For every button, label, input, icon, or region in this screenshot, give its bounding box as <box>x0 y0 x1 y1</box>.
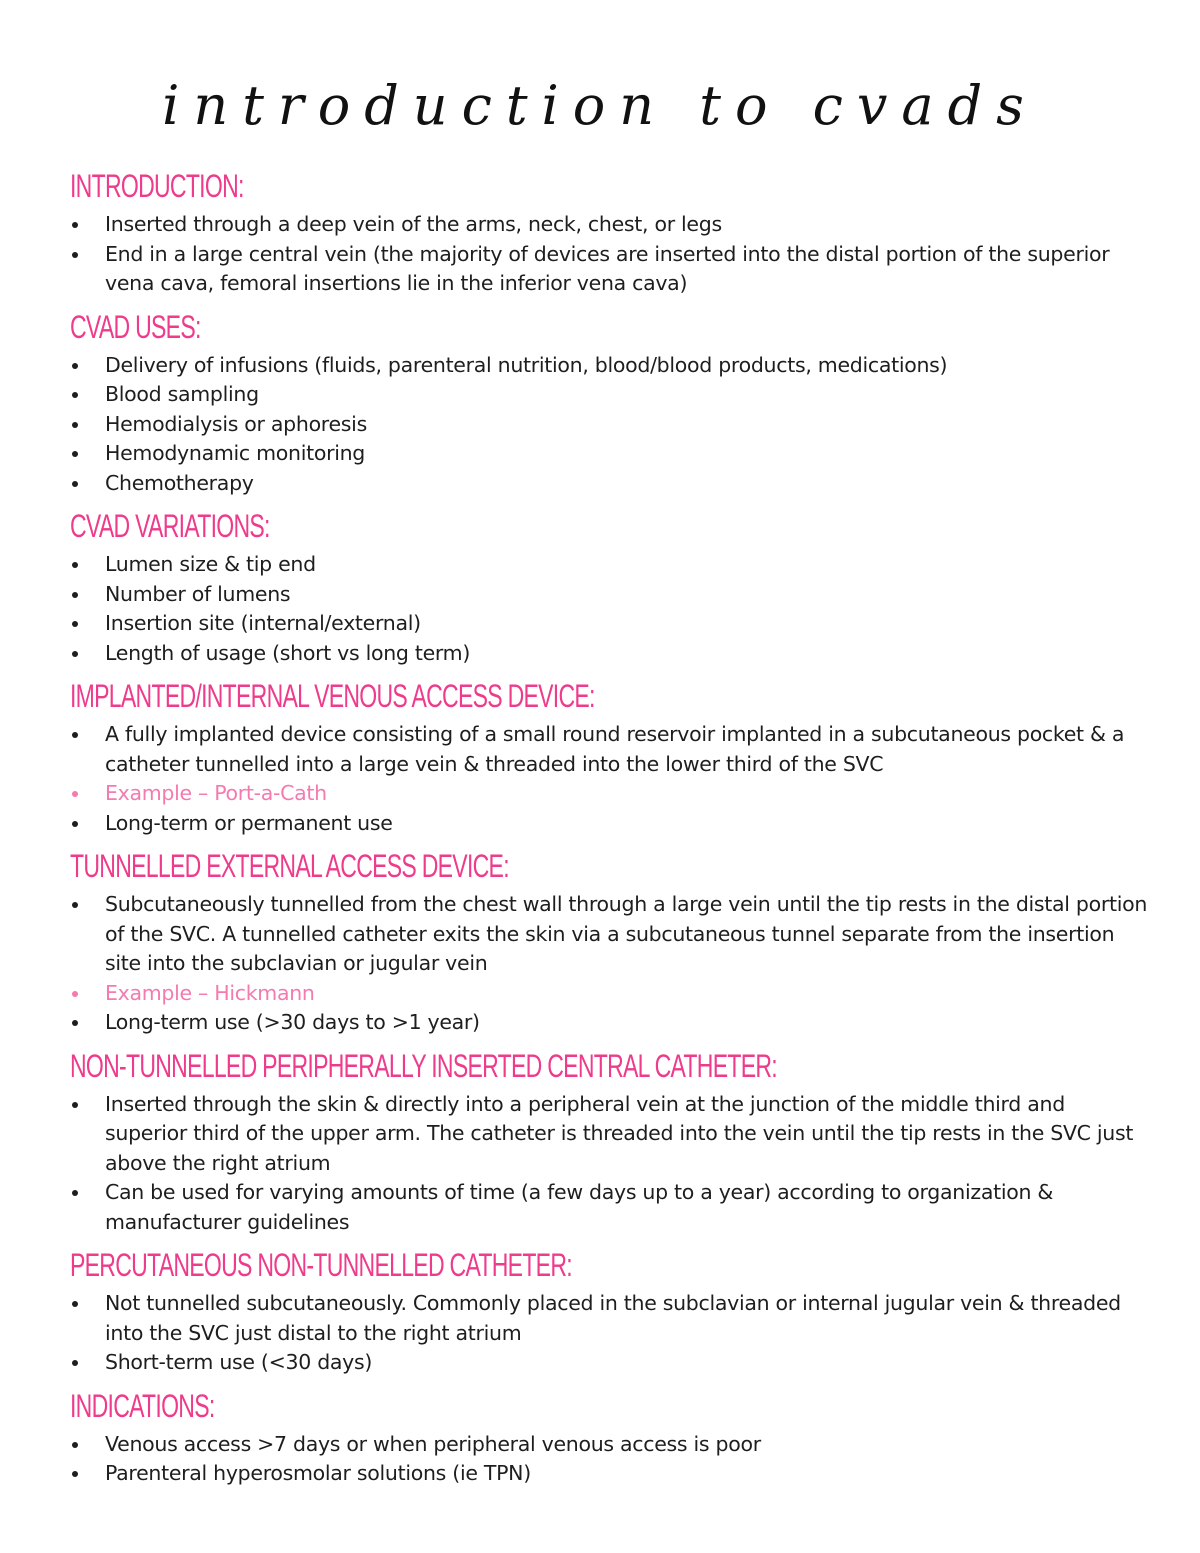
list-item <box>70 720 1150 779</box>
list-item <box>70 380 1150 410</box>
list-item-text: Can be used for varying amounts of time (a few days up to a year) according to organization & manufacturer guidelines <box>105 1180 1054 1234</box>
list-item <box>70 639 1150 669</box>
list-item-text: Inserted through a deep vein of the arms, neck, chest, or legs <box>105 212 722 236</box>
bullet-list-cvad-variations <box>70 550 1150 668</box>
list-item-text: Short-term use (<30 days) <box>105 1350 373 1374</box>
bullet-icon <box>72 1020 78 1026</box>
list-item <box>70 890 1150 979</box>
bullet-icon <box>72 1301 78 1307</box>
list-item <box>70 1178 1150 1237</box>
section-heading-non-tunnelled-peripherally-inserted-central-catheter: NON-TUNNELLED PERIPHERALLY INSERTED CENTRAL CATHETER: <box>70 1047 777 1084</box>
list-item <box>70 1008 1150 1038</box>
bullet-list-tunnelled-external-access-device <box>70 890 1150 1038</box>
document-content <box>70 162 1150 1493</box>
list-item <box>70 580 1150 610</box>
list-item-text: Subcutaneously tunnelled from the chest wall through a large vein until the tip rests in the distal portion of the SVC. A tunnelled catheter exits the skin via a subcutaneous tunnel separate from the insertion site into the subclavian or jugular vein <box>105 892 1148 975</box>
list-item <box>70 469 1150 499</box>
bullet-icon <box>72 991 78 997</box>
bullet-icon <box>72 1190 78 1196</box>
bullet-list-non-tunnelled-peripherally-inserted-central-catheter <box>70 1090 1150 1238</box>
list-item <box>70 550 1150 580</box>
bullet-icon <box>72 562 78 568</box>
list-item-text: Hemodialysis or aphoresis <box>105 411 367 436</box>
list-item-text: Number of lumens <box>105 581 291 606</box>
bullet-icon <box>72 592 78 598</box>
list-item <box>70 210 1150 240</box>
list-item <box>70 1430 1150 1460</box>
bullet-icon <box>72 902 78 908</box>
list-item <box>70 609 1150 639</box>
list-item-text: A fully implanted device consisting of a small round reservoir implanted in a subcutaneous pocket & a catheter tunnelled into a large vein & threaded into the lower third of the SVC <box>105 722 1125 776</box>
bullet-icon <box>72 222 78 228</box>
list-item-text: Chemotherapy <box>105 470 254 495</box>
list-item-text: End in a large central vein (the majority of devices are inserted into the distal portion of the superior vena cava, femoral insertions lie in the inferior vena cava) <box>105 241 1110 295</box>
bullet-icon <box>72 1442 78 1448</box>
bullet-icon <box>72 732 78 738</box>
document-title: introduction to cvads <box>162 74 1038 137</box>
list-item-text: Delivery of infusions (fluids, parenteral nutrition, blood/blood products, medications) <box>105 352 948 377</box>
list-item-text: Inserted through the skin & directly into a peripheral vein at the junction of the middle third and superior third of the upper arm. The catheter is threaded into the vein until the tip rests in the SVC just above the right atrium <box>105 1091 1134 1175</box>
bullet-icon <box>72 1471 78 1477</box>
bullet-list-introduction <box>70 210 1150 299</box>
section-heading-tunnelled-external-access-device: TUNNELLED EXTERNAL ACCESS DEVICE: <box>70 848 509 884</box>
list-item-text: Hemodynamic monitoring <box>105 441 366 465</box>
list-item <box>70 410 1150 440</box>
bullet-icon <box>72 1102 78 1108</box>
list-item-text: Blood sampling <box>105 382 259 406</box>
bullet-icon <box>72 651 78 657</box>
list-item-text: Venous access >7 days or when peripheral venous access is poor <box>105 1431 761 1456</box>
bullet-icon <box>72 821 78 827</box>
list-item-text: Example – Port-a-Cath <box>105 781 327 805</box>
example-item <box>70 979 1150 1009</box>
bullet-icon <box>72 791 78 797</box>
list-item-text: Lumen size & tip end <box>105 552 316 576</box>
bullet-icon <box>72 451 78 457</box>
list-item <box>70 1348 1150 1378</box>
list-item <box>70 809 1150 839</box>
bullet-list-cvad-uses <box>70 351 1150 499</box>
section-heading-cvad-uses: CVAD USES: <box>70 308 201 345</box>
section-heading-introduction: INTRODUCTION: <box>70 168 244 204</box>
example-item <box>70 779 1150 809</box>
list-item-text: Length of usage (short vs long term) <box>105 640 471 665</box>
list-item-text: Example – Hickmann <box>105 980 315 1005</box>
bullet-icon <box>72 1360 78 1366</box>
list-item <box>70 1289 1150 1348</box>
section-heading-indications: INDICATIONS: <box>70 1387 215 1424</box>
bullet-icon <box>72 363 78 369</box>
bullet-icon <box>72 392 78 398</box>
list-item-text: Long-term or permanent use <box>105 810 393 835</box>
list-item <box>70 439 1150 469</box>
list-item-text: Long-term use (>30 days to >1 year) <box>105 1010 480 1034</box>
bullet-list-indications <box>70 1430 1150 1489</box>
section-heading-cvad-variations: CVAD VARIATIONS: <box>70 508 270 544</box>
section-heading-percutaneous-non-tunnelled-catheter: PERCUTANEOUS NON-TUNNELLED CATHETER: <box>70 1247 572 1283</box>
bullet-list-implanted-internal-venous-access-device <box>70 720 1150 838</box>
bullet-icon <box>72 252 78 258</box>
bullet-icon <box>72 621 78 627</box>
list-item <box>70 1459 1150 1489</box>
list-item <box>70 1090 1150 1179</box>
bullet-list-percutaneous-non-tunnelled-catheter <box>70 1289 1150 1378</box>
list-item-text: Parenteral hyperosmolar solutions (ie TPN) <box>105 1461 531 1485</box>
list-item-text: Insertion site (internal/external) <box>105 611 421 635</box>
list-item <box>70 351 1150 381</box>
list-item <box>70 240 1150 299</box>
bullet-icon <box>72 481 78 487</box>
bullet-icon <box>72 422 78 428</box>
section-heading-implanted-internal-venous-access-device: IMPLANTED/INTERNAL VENOUS ACCESS DEVICE: <box>70 678 595 714</box>
list-item-text: Not tunnelled subcutaneously. Commonly placed in the subclavian or internal jugular vein & threaded into the SVC just distal to the right atrium <box>105 1291 1121 1345</box>
